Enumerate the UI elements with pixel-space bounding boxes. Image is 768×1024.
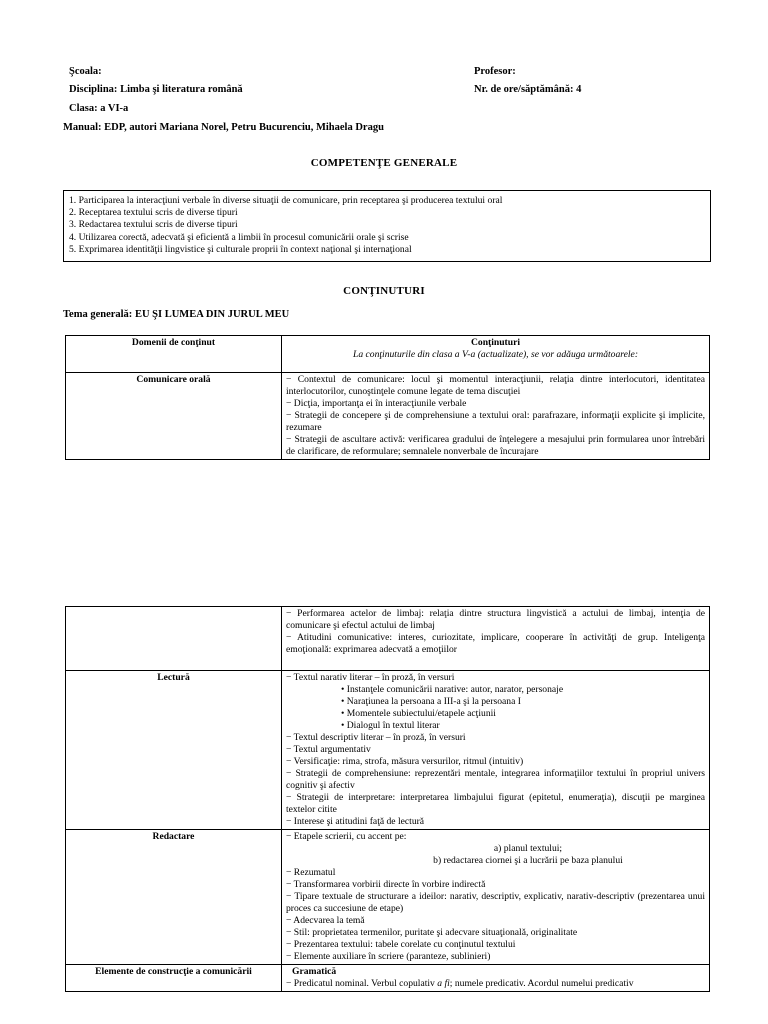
- list-item: − Stil: proprietatea termenilor, puritate şi adecvare situaţională, originalitate: [286, 927, 578, 938]
- domain-writing: Redactare: [66, 830, 282, 965]
- list-item: − Rezumatul: [286, 867, 336, 878]
- general-competences-box: [63, 190, 711, 262]
- list-item: − Atitudini comunicative: interes, curiozitate, implicare, cooperare în activităţi de grup. Inteligenţa emoţională: exprimarea adecvată a emoţiilor: [286, 632, 705, 655]
- reading-contents: [282, 671, 710, 830]
- list-item: − Performarea actelor de limbaj: relaţia dintre structura lingvistică a actului de limbaj, intenţia de comunicare şi efectul actului de limbaj: [286, 608, 705, 631]
- general-theme-value: EU ŞI LUMEA DIN JURUL MEU: [134, 309, 290, 320]
- list-item: − Etapele scrierii, cu accent pe:: [286, 831, 407, 842]
- table-header-row: [66, 336, 710, 373]
- list-item: − Strategii de concepere şi de comprehensiune a textului oral: parafrazare, informaţii explicite şi implicite, rezumare: [286, 410, 705, 433]
- contents-title: CONŢINUTURI: [343, 285, 425, 297]
- list-item: − Textul argumentativ: [286, 744, 371, 755]
- domain-oral-communication: Comunicare orală: [66, 373, 282, 460]
- list-item: − Versificaţie: rima, strofa, măsura versurilor, ritmul (intuitiv): [286, 756, 524, 767]
- list-item: [286, 978, 705, 990]
- list-item: − Transformarea vorbirii directe în vorbire indirectă: [286, 879, 486, 890]
- school-label: Şcoala:: [69, 66, 102, 77]
- table-row-oral-continued: [66, 607, 710, 671]
- competence-item: 2. Receptarea textului scris de diverse tipuri: [69, 207, 238, 219]
- domain-empty-cell: [66, 607, 282, 671]
- discipline-line: [69, 84, 243, 95]
- list-subitem: • Momentele subiectului/etapele acţiunii: [341, 708, 496, 719]
- writing-contents: [282, 830, 710, 965]
- manual-line: Manual: EDP, autori Mariana Norel, Petru Bucurenciu, Mihaela Dragu: [63, 122, 384, 133]
- construction-contents: [282, 965, 710, 992]
- list-item: − Adecvarea la temă: [286, 915, 365, 926]
- contents-table-page1: [65, 335, 710, 460]
- grammar-italic: a fi: [437, 978, 450, 989]
- grammar-label: Gramatică: [292, 966, 337, 977]
- competence-item: 5. Exprimarea identităţii lingvistice şi culturale proprii în context naţional şi internaţional: [69, 243, 412, 255]
- competence-item: 1. Participarea la interacţiuni verbale în diverse situaţii de comunicare, prin receptarea şi producerea textului oral: [69, 195, 503, 206]
- general-theme: [63, 309, 289, 320]
- list-item: − Elemente auxiliare în scriere (paranteze, sublinieri): [286, 951, 491, 962]
- list-subitem: • Naraţiunea la persoana a III-a şi la persoana I: [341, 696, 521, 707]
- table-row-reading: [66, 671, 710, 830]
- list-item: − Strategii de ascultare activă: verificarea gradului de înţelegere a mesajului prin formularea unor întrebări de clarificare, de reformulare; semnalele nonverbale de încurajare: [286, 434, 705, 457]
- table-row-writing: [66, 830, 710, 965]
- table-row-construction: [66, 965, 710, 992]
- grammar-text: ; numele predicativ. Acordul numelui predicativ: [449, 978, 634, 989]
- list-subitem: b) redactarea ciornei şi a lucrării pe baza planului: [433, 855, 623, 866]
- oral-contents: [282, 373, 710, 460]
- table-row-oral: [66, 373, 710, 460]
- list-item: − Tipare textuale de structurare a ideilor: narativ, descriptiv, explicativ, narativ-descriptiv (prezentarea unui proces ca succesiune de etape): [286, 891, 705, 914]
- hours-per-week: Nr. de ore/săptămână: 4: [474, 84, 582, 95]
- discipline-label: Disciplina:: [69, 84, 118, 95]
- general-theme-label: Tema generală:: [63, 309, 133, 320]
- list-item: − Prezentarea textului: tabele corelate cu conţinutul textului: [286, 939, 516, 950]
- col-header-contents-note: La conţinuturile din clasa a V-a (actualizate), se vor adăuga următoarele:: [352, 349, 639, 360]
- competence-item: 4. Utilizarea corectă, adecvată şi eficientă a limbii în procesul comunicării orale şi scrise: [69, 231, 409, 243]
- list-subitem: a) planul textului;: [493, 843, 563, 854]
- list-item: − Strategii de comprehensiune: reprezentări mentale, integrarea informaţiilor textului în propriul univers cognitiv şi afectiv: [286, 768, 705, 791]
- list-item: − Contextul de comunicare: locul şi momentul interacţiunii, relaţia dintre interlocutori, identitatea interlocutorilor, cunoştinţele comune legate de tema discuţiei: [286, 374, 705, 397]
- list-item: − Textul descriptiv literar – în proză, în versuri: [286, 732, 466, 743]
- col-header-domains: Domenii de conţinut: [66, 336, 282, 373]
- list-item: − Interese şi atitudini faţă de lectură: [286, 816, 425, 827]
- oral-contents-continued: [282, 607, 710, 671]
- discipline-value: Limba şi literatura română: [120, 84, 243, 95]
- list-item: − Dicţia, importanţa ei în interacţiunile verbale: [286, 398, 467, 409]
- list-subitem: • Dialogul în textul literar: [341, 720, 440, 731]
- col-header-contents: [282, 336, 710, 373]
- domain-communication-construction: Elemente de construcţie a comunicării: [66, 965, 282, 992]
- list-item: − Textul narativ literar – în proză, în versuri: [286, 672, 455, 683]
- contents-table-page2: [65, 606, 710, 992]
- general-competences-title: COMPETENŢE GENERALE: [310, 157, 458, 169]
- list-subitem: • Instanţele comunicării narative: autor, narator, personaje: [341, 684, 564, 695]
- teacher-label: Profesor:: [474, 66, 516, 77]
- col-header-contents-title: Conţinuturi: [470, 337, 521, 348]
- list-item: − Strategii de interpretare: interpretarea limbajului figurat (epitetul, enumeraţia), discuţii pe marginea textelor citite: [286, 792, 705, 815]
- class-label: Clasa: a VI-a: [69, 103, 129, 114]
- domain-reading: Lectură: [66, 671, 282, 830]
- competence-item: 3. Redactarea textului scris de diverse tipuri: [69, 219, 238, 231]
- grammar-text: − Predicatul nominal. Verbul copulativ: [286, 978, 438, 989]
